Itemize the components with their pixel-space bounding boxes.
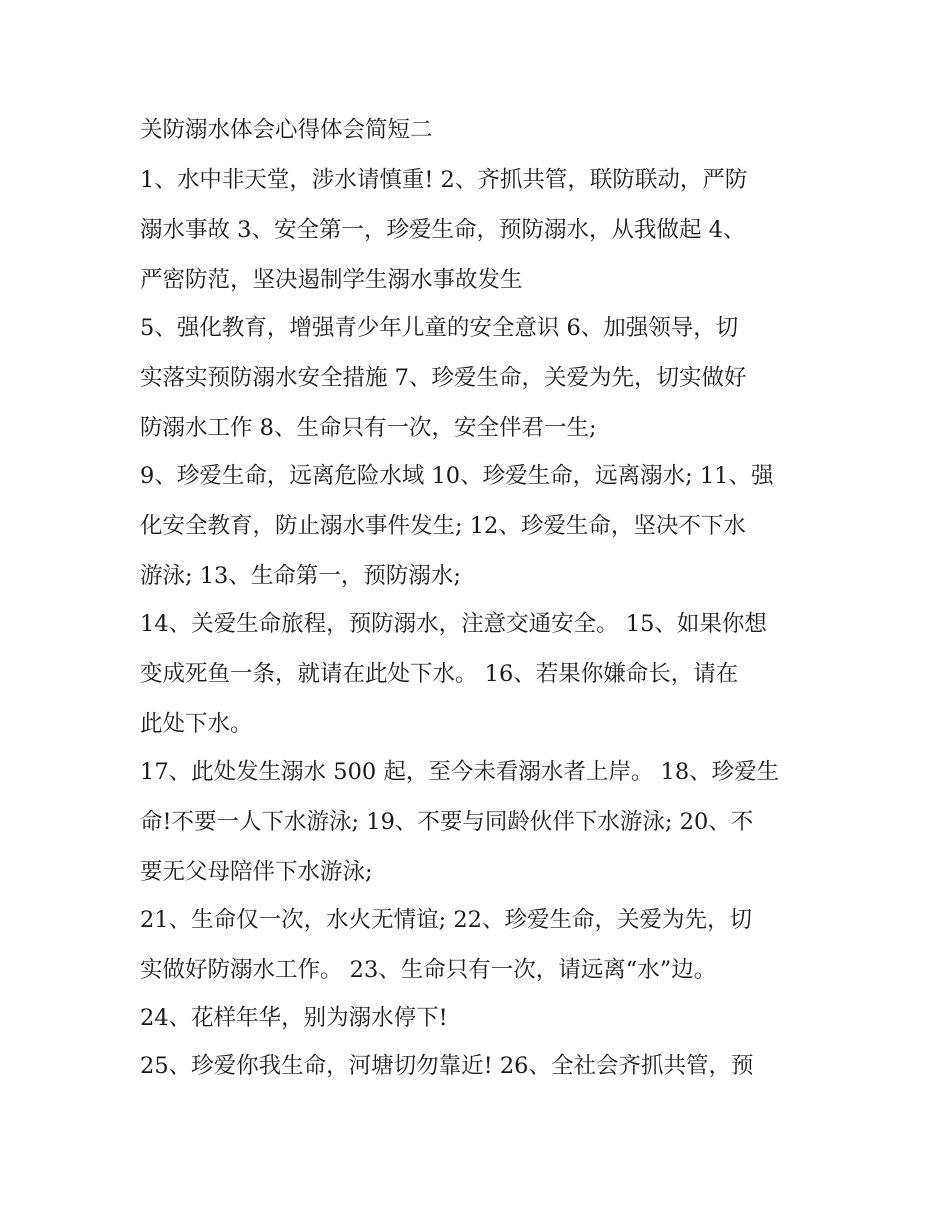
paragraph [140,901,812,989]
text-line: 此处下水。 [140,711,253,737]
text-line: 溺水事故 3、安全第一，珍爱生命，预防溺水，从我做起 4、 [140,217,746,243]
paragraph [140,309,812,447]
text-line: 21、生命仅一次，水火无情谊; 22、珍爱生命，关爱为先，切 [140,907,752,933]
text-line: 防溺水工作 8、生命只有一次，安全伴君一生; [140,415,597,441]
text-line: 实落实预防溺水安全措施 7、珍爱生命，关爱为先，切实做好 [140,365,747,391]
paragraph [140,1047,812,1085]
text-line: 实做好防溺水工作。 23、生命只有一次，请远离“水”边。 [140,957,717,983]
text-line: 14、关爱生命旅程，预防溺水，注意交通安全。 15、如果你想 [140,611,767,637]
text-line: 严密防范，坚决遏制学生溺水事故发生 [140,267,523,293]
document-body [140,111,812,1095]
paragraph [140,161,812,299]
text-line: 命!不要一人下水游泳; 19、不要与同龄伙伴下水游泳; 20、不 [140,809,754,835]
text-line: 17、此处发生溺水 500 起，至今未看溺水者上岸。 18、珍爱生 [140,759,780,785]
text-line: 24、花样年华，别为溺水停下! [140,1005,448,1031]
paragraph [140,753,812,891]
document-title: 关防溺水体会心得体会简短二 [140,117,433,143]
text-line: 游泳; 13、生命第一，预防溺水; [140,563,461,589]
text-line: 25、珍爱你我生命，河塘切勿靠近! 26、全社会齐抓共管，预 [140,1053,754,1079]
text-line: 1、水中非天堂，涉水请慎重! 2、齐抓共管，联防联动，严防 [140,167,748,193]
paragraph [140,605,812,743]
paragraph [140,999,812,1037]
text-line: 化安全教育，防止溺水事件发生; 12、珍爱生命，坚决不下水 [140,513,746,539]
text-line: 要无父母陪伴下水游泳; [140,859,373,885]
text-line: 5、强化教育，增强青少年儿童的安全意识 6、加强领导，切 [140,315,739,341]
text-line: 9、珍爱生命，远离危险水域 10、珍爱生命，远离溺水; 11、强 [140,463,774,489]
text-line: 变成死鱼一条，就请在此处下水。 16、若果你嫌命长，请在 [140,661,739,687]
paragraph [140,457,812,595]
